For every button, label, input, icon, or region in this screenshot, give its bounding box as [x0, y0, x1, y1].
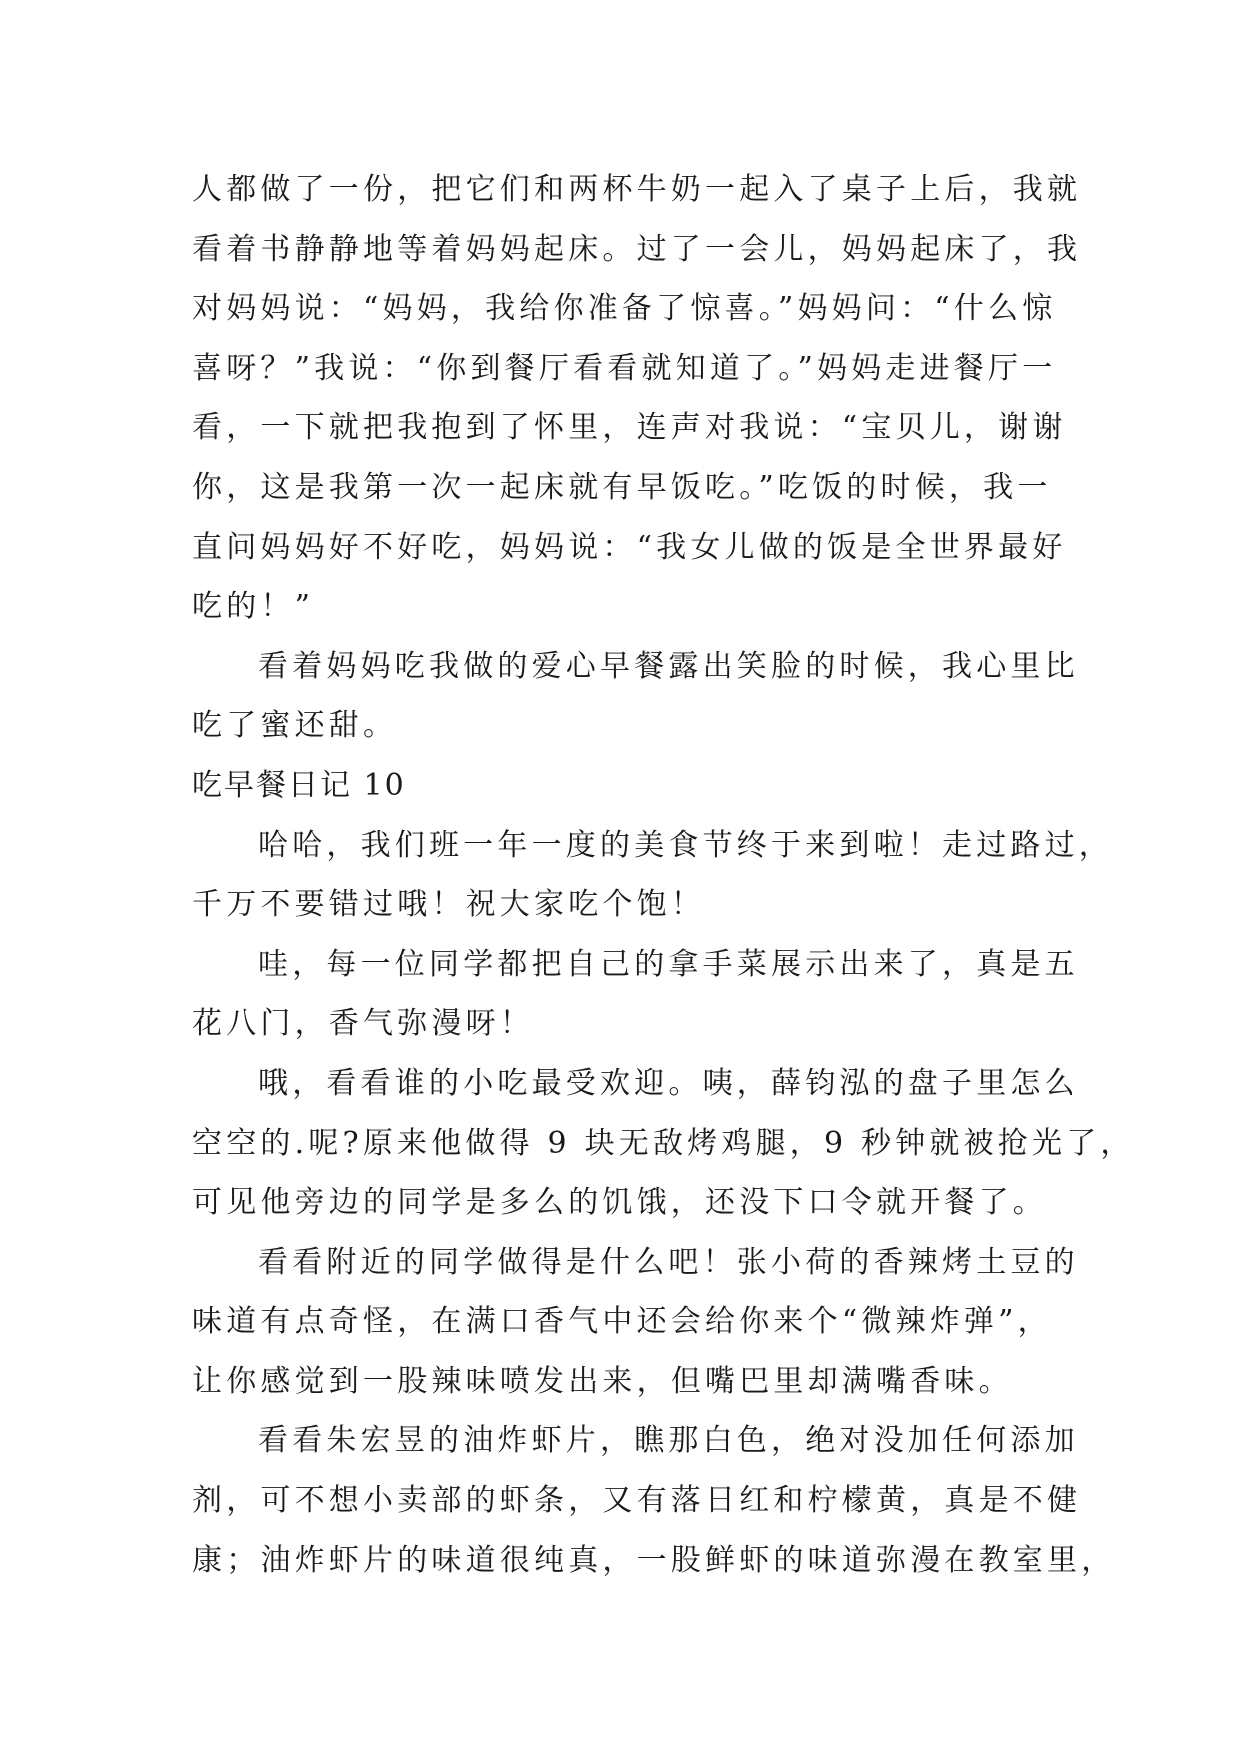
text-line: 剂，可不想小卖部的虾条，又有落日红和柠檬黄，真是不健	[192, 1483, 1082, 1519]
text-line: 直问妈妈好不好吃，妈妈说：“我女儿做的饭是全世界最好	[192, 529, 1067, 565]
text-line: 花八门，香气弥漫呀！	[192, 1006, 534, 1042]
document-page	[192, 160, 1135, 1590]
text-line: 对妈妈说：“妈妈，我给你准备了惊喜。”妈妈问：“什么惊	[192, 291, 1057, 327]
text-line: 看，一下就把我抱到了怀里，连声对我说：“宝贝儿，谢谢	[192, 410, 1067, 446]
text-line: 空空的.呢?原来他做得 9 块无敌烤鸡腿，9 秒钟就被抢光了，	[192, 1125, 1135, 1161]
text-line: 可见他旁边的同学是多么的饥饿，还没下口令就开餐了。	[192, 1185, 1047, 1221]
text-line: 康；油炸虾片的味道很纯真，一股鲜虾的味道弥漫在教室里，	[192, 1542, 1116, 1578]
text-line: 吃了蜜还甜。	[192, 708, 398, 744]
text-line: 味道有点奇怪，在满口香气中还会给你来个“微辣炸弹”，	[192, 1304, 1052, 1340]
text-line: 千万不要错过哦！祝大家吃个饱！	[192, 887, 705, 923]
paragraph-first-line: 看看附近的同学做得是什么吧！张小荷的香辣烤土豆的	[258, 1244, 1079, 1280]
text-line: 人都做了一份，把它们和两杯牛奶一起入了桌子上后，我就	[192, 172, 1082, 207]
text-line: 吃的！”	[192, 589, 315, 625]
section-title: 吃早餐日记 10	[192, 767, 406, 803]
text-line: 喜呀？”我说：“你到餐厅看看就知道了。”妈妈走进餐厅一	[192, 350, 1057, 386]
text-line: 看着书静静地等着妈妈起床。过了一会儿，妈妈起床了，我	[192, 231, 1082, 267]
paragraph-first-line: 看着妈妈吃我做的爱心早餐露出笑脸的时候，我心里比	[258, 648, 1079, 684]
paragraph-first-line: 看看朱宏昱的油炸虾片，瞧那白色，绝对没加任何添加	[258, 1423, 1079, 1459]
paragraph-first-line: 哦，看看谁的小吃最受欢迎。咦，薛钧泓的盘子里怎么	[258, 1065, 1079, 1101]
text-line: 让你感觉到一股辣味喷发出来，但嘴巴里却满嘴香味。	[192, 1363, 1013, 1399]
text-line: 你，这是我第一次一起床就有早饭吃。”吃饭的时候，我一	[192, 469, 1052, 505]
paragraph-first-line: 哈哈，我们班一年一度的美食节终于来到啦！走过路过，	[258, 827, 1113, 863]
paragraph-first-line: 哇，每一位同学都把自己的拿手菜展示出来了，真是五	[258, 946, 1079, 982]
